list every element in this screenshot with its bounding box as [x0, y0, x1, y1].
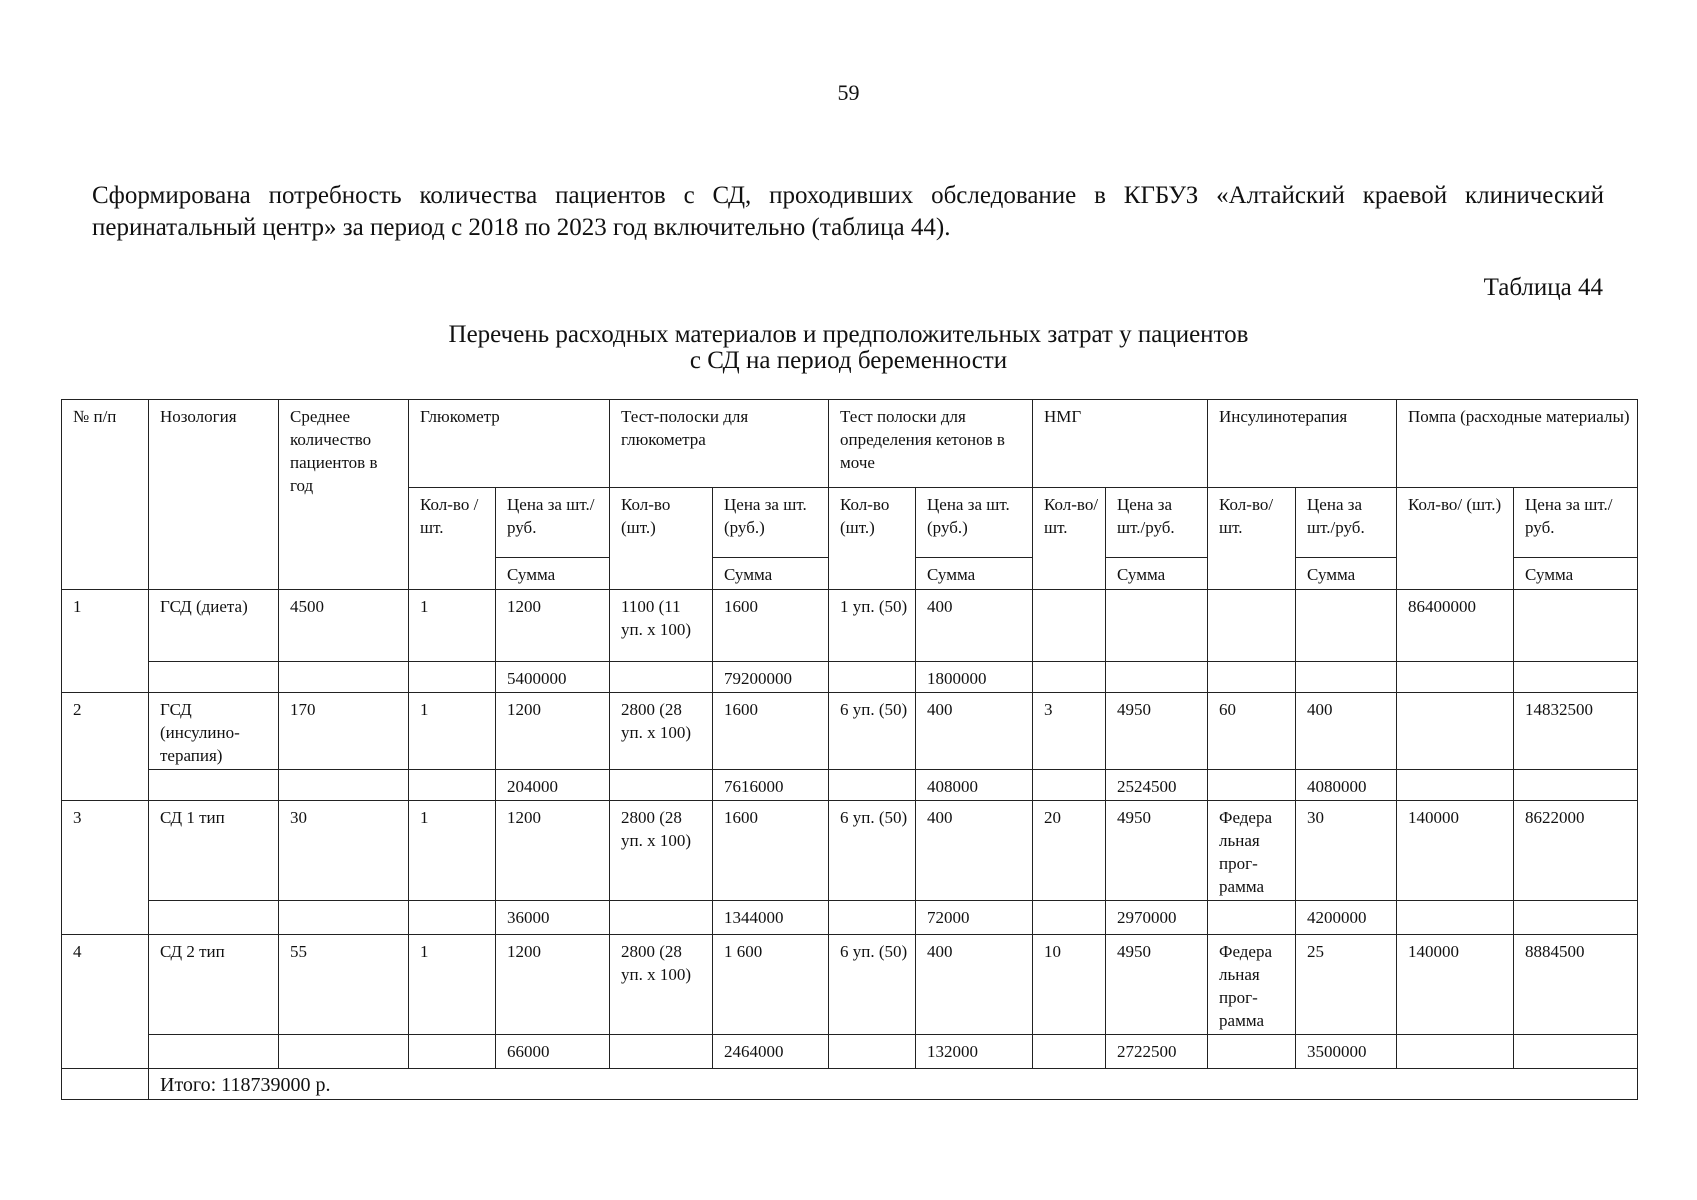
sum-empty: [1033, 1035, 1106, 1069]
sum-empty: [149, 901, 279, 935]
row-patients: 170: [279, 693, 409, 770]
sum-empty: [149, 1035, 279, 1069]
row-ket-price: 400: [916, 590, 1033, 662]
row-ket-price: 400: [916, 935, 1033, 1035]
row-strips-qty: 1100 (11 уп. х 100): [610, 590, 713, 662]
row-patients: 55: [279, 935, 409, 1035]
row-sum-ins: 4080000: [1296, 770, 1397, 801]
row-strips-price: 1600: [713, 590, 829, 662]
header-ket-price: Цена за шт. (руб.): [916, 488, 1033, 558]
row-pump-price: 8884500: [1514, 935, 1638, 1035]
header-gluc-qty: Кол-во /шт.: [409, 488, 496, 590]
header-avg-patients: Среднее количество пациентов в год: [279, 400, 409, 590]
table-label: Таблица 44: [1483, 274, 1603, 301]
sum-empty: [149, 662, 279, 693]
sum-empty: [279, 662, 409, 693]
row-gluc-qty: 1: [409, 693, 496, 770]
header-nmg: НМГ: [1033, 400, 1208, 488]
header-pump-qty: Кол-во/ (шт.): [1397, 488, 1514, 590]
row-ket-qty: 1 уп. (50): [829, 590, 916, 662]
table-row-sum: [62, 770, 1638, 801]
header-strips-sum: Сумма: [713, 558, 829, 590]
total-row: [62, 1069, 1638, 1100]
row-strips-price: 1600: [713, 693, 829, 770]
row-ins-qty: 60: [1208, 693, 1296, 770]
sum-empty: [1208, 1035, 1296, 1069]
row-gluc-price: 1200: [496, 801, 610, 901]
header-glucometer: Глюкометр: [409, 400, 610, 488]
row-ket-qty: 6 уп. (50): [829, 801, 916, 901]
row-strips-qty: 2800 (28 уп. х 100): [610, 935, 713, 1035]
table-row-sum: [62, 901, 1638, 935]
row-pump-qty: 140000: [1397, 801, 1514, 901]
sum-empty: [1033, 901, 1106, 935]
row-nosology: СД 2 тип: [149, 935, 279, 1035]
intro-paragraph: Сформирована потребность количества пациентов с СД, проходивших обследование в КГБУЗ «Алтайский краевой клинический перинатальный центр» за период с 2018 по 2023 год включительно (таблица 44).: [92, 182, 1604, 241]
row-num: 4: [62, 935, 149, 1069]
header-ins-sum: Сумма: [1296, 558, 1397, 590]
row-ket-price: 400: [916, 693, 1033, 770]
row-sum-nmg: [1106, 662, 1208, 693]
row-gluc-qty: 1: [409, 801, 496, 901]
table-row: [62, 801, 1638, 901]
header-ketone-strips: Тест полоски для определения кетонов в моче: [829, 400, 1033, 488]
row-nmg-qty: 20: [1033, 801, 1106, 901]
row-patients: 4500: [279, 590, 409, 662]
header-ins-qty: Кол-во/ шт.: [1208, 488, 1296, 590]
header-nosology: Нозология: [149, 400, 279, 590]
row-sum-ket: 408000: [916, 770, 1033, 801]
row-gluc-price: 1200: [496, 935, 610, 1035]
sum-empty: [829, 770, 916, 801]
row-gluc-qty: 1: [409, 590, 496, 662]
sum-empty: [409, 770, 496, 801]
header-num: № п/п: [62, 400, 149, 590]
header-insulin: Инсулинотерапия: [1208, 400, 1397, 488]
table-title-line-2: с СД на период беременности: [689, 347, 1008, 374]
row-nosology: ГСД (инсулино-терапия): [149, 693, 279, 770]
row-sum-ins: [1296, 662, 1397, 693]
sum-empty: [1208, 901, 1296, 935]
sum-empty: [1397, 662, 1514, 693]
row-ket-price: 400: [916, 801, 1033, 901]
row-strips-qty: 2800 (28 уп. х 100): [610, 693, 713, 770]
row-sum-nmg: 2722500: [1106, 1035, 1208, 1069]
sum-empty: [1397, 1035, 1514, 1069]
row-num: 2: [62, 693, 149, 801]
sum-empty: [829, 1035, 916, 1069]
header-ket-qty: Кол-во (шт.): [829, 488, 916, 590]
row-ins-price: [1296, 590, 1397, 662]
header-ket-sum: Сумма: [916, 558, 1033, 590]
header-row-groups: [62, 400, 1638, 488]
sum-empty: [610, 1035, 713, 1069]
sum-empty: [829, 901, 916, 935]
row-num: 3: [62, 801, 149, 935]
table-row-sum: [62, 1035, 1638, 1069]
row-sum-pump: [1514, 662, 1638, 693]
row-sum-nmg: 2970000: [1106, 901, 1208, 935]
sum-empty: [1397, 901, 1514, 935]
sum-empty: [279, 901, 409, 935]
sum-empty: [610, 770, 713, 801]
row-sum-gluc: 36000: [496, 901, 610, 935]
row-nmg-price: 4950: [1106, 693, 1208, 770]
table-row-sum: [62, 662, 1638, 693]
row-sum-ins: 3500000: [1296, 1035, 1397, 1069]
sum-empty: [610, 662, 713, 693]
row-sum-strips: 1344000: [713, 901, 829, 935]
header-gluc-sum: Сумма: [496, 558, 610, 590]
row-strips-price: 1 600: [713, 935, 829, 1035]
row-sum-ket: 132000: [916, 1035, 1033, 1069]
sum-empty: [610, 901, 713, 935]
sum-empty: [1397, 770, 1514, 801]
row-sum-ket: 72000: [916, 901, 1033, 935]
table-row: [62, 935, 1638, 1035]
row-ket-qty: 6 уп. (50): [829, 935, 916, 1035]
row-sum-strips: 7616000: [713, 770, 829, 801]
row-sum-pump: [1514, 901, 1638, 935]
sum-empty: [149, 770, 279, 801]
row-strips-price: 1600: [713, 801, 829, 901]
row-pump-price: [1514, 590, 1638, 662]
header-pump-sum: Сумма: [1514, 558, 1638, 590]
sum-empty: [1208, 662, 1296, 693]
row-sum-nmg: 2524500: [1106, 770, 1208, 801]
table-title-line-1: Перечень расходных материалов и предположительных затрат у пациентов: [448, 321, 1249, 348]
row-pump-qty: 140000: [1397, 935, 1514, 1035]
row-gluc-qty: 1: [409, 935, 496, 1035]
row-sum-ket: 1800000: [916, 662, 1033, 693]
header-nmg-price: Цена за шт./руб.: [1106, 488, 1208, 558]
row-pump-price: 8622000: [1514, 801, 1638, 901]
header-nmg-qty: Кол-во/ шт.: [1033, 488, 1106, 590]
row-sum-strips: 2464000: [713, 1035, 829, 1069]
row-nmg-qty: [1033, 590, 1106, 662]
row-ins-price: 25: [1296, 935, 1397, 1035]
sum-empty: [279, 770, 409, 801]
sum-empty: [409, 1035, 496, 1069]
row-sum-pump: [1514, 1035, 1638, 1069]
row-ins-qty: Федера льная прог-рамма: [1208, 801, 1296, 901]
sum-empty: [409, 662, 496, 693]
row-nmg-qty: 10: [1033, 935, 1106, 1035]
row-ins-price: 400: [1296, 693, 1397, 770]
row-ins-qty: Федера льная прог-рамма: [1208, 935, 1296, 1035]
row-sum-ins: 4200000: [1296, 901, 1397, 935]
header-test-strips: Тест-полоски для глюкометра: [610, 400, 829, 488]
row-gluc-price: 1200: [496, 590, 610, 662]
row-nosology: СД 1 тип: [149, 801, 279, 901]
row-patients: 30: [279, 801, 409, 901]
header-strips-price: Цена за шт. (руб.): [713, 488, 829, 558]
row-nosology: ГСД (диета): [149, 590, 279, 662]
header-strips-qty: Кол-во (шт.): [610, 488, 713, 590]
row-sum-pump: [1514, 770, 1638, 801]
row-sum-gluc: 204000: [496, 770, 610, 801]
sum-empty: [279, 1035, 409, 1069]
row-num: 1: [62, 590, 149, 693]
header-gluc-price: Цена за шт./руб.: [496, 488, 610, 558]
row-pump-qty: 86400000: [1397, 590, 1514, 662]
page-number: 59: [837, 80, 860, 105]
row-nmg-qty: 3: [1033, 693, 1106, 770]
row-sum-gluc: 5400000: [496, 662, 610, 693]
sum-empty: [1033, 662, 1106, 693]
header-pump: Помпа (расходные материалы): [1397, 400, 1638, 488]
header-pump-price: Цена за шт./руб.: [1514, 488, 1638, 558]
row-sum-strips: 79200000: [713, 662, 829, 693]
table-row: [62, 693, 1638, 770]
sum-empty: [409, 901, 496, 935]
header-ins-price: Цена за шт./руб.: [1296, 488, 1397, 558]
row-gluc-price: 1200: [496, 693, 610, 770]
total-value: Итого: 118739000 р.: [149, 1069, 1638, 1100]
row-nmg-price: 4950: [1106, 935, 1208, 1035]
sum-empty: [1208, 770, 1296, 801]
total-empty: [62, 1069, 149, 1100]
sum-empty: [829, 662, 916, 693]
row-nmg-price: [1106, 590, 1208, 662]
sum-empty: [1033, 770, 1106, 801]
row-ins-qty: [1208, 590, 1296, 662]
row-strips-qty: 2800 (28 уп. х 100): [610, 801, 713, 901]
row-pump-price: 14832500: [1514, 693, 1638, 770]
table-row: [62, 590, 1638, 662]
row-ins-price: 30: [1296, 801, 1397, 901]
expenses-table: [61, 399, 1638, 1100]
row-ket-qty: 6 уп. (50): [829, 693, 916, 770]
row-pump-qty: [1397, 693, 1514, 770]
header-nmg-sum: Сумма: [1106, 558, 1208, 590]
table-title: [0, 322, 1697, 374]
row-sum-gluc: 66000: [496, 1035, 610, 1069]
row-nmg-price: 4950: [1106, 801, 1208, 901]
